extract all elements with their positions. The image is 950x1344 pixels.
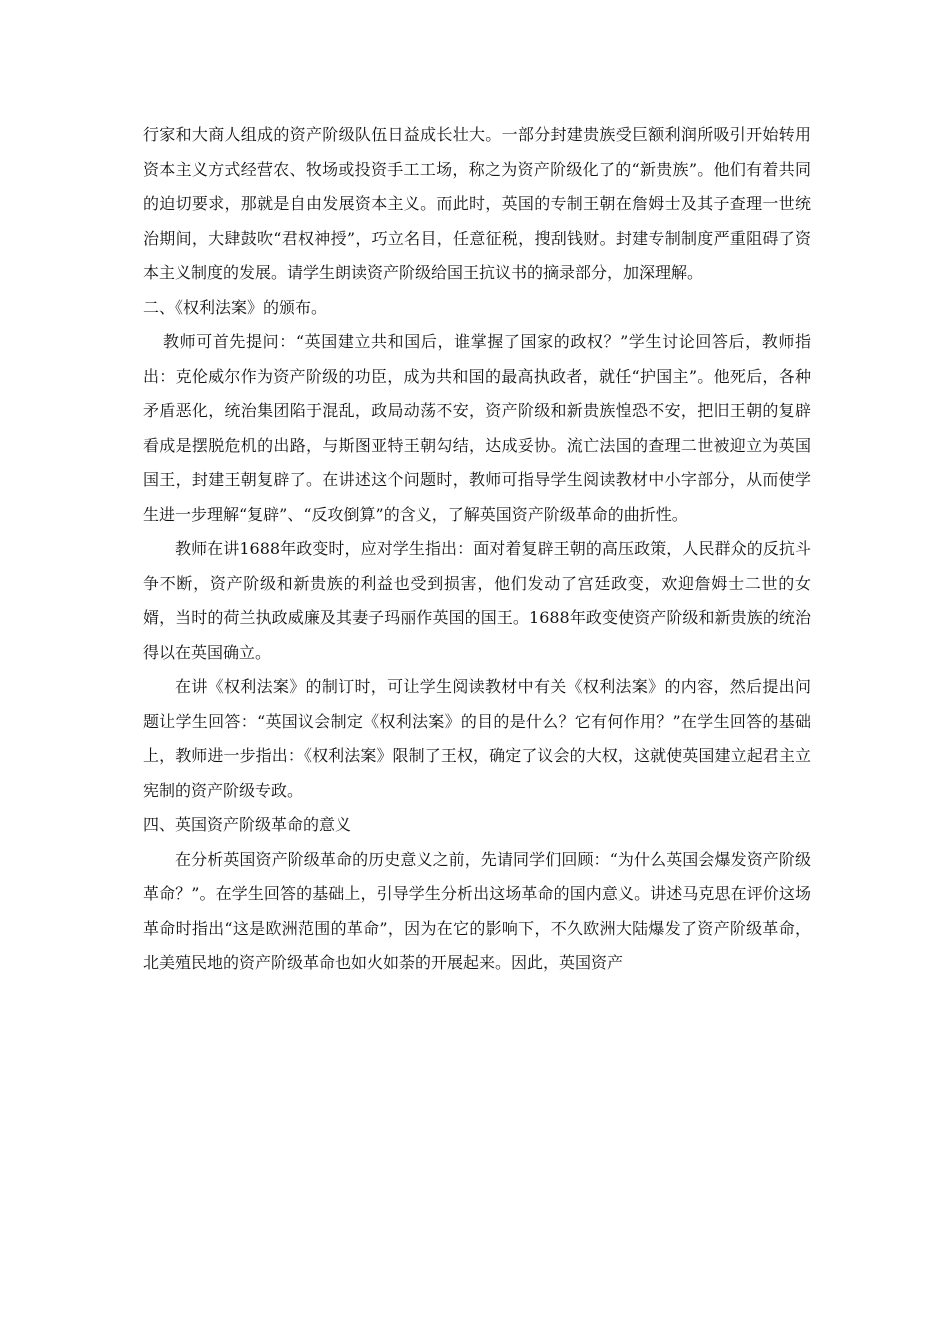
paragraph-3: 教师可首先提问：“英国建立共和国后，谁掌握了国家的政权？”学生讨论回答后，教师指出：克伦威尔作为资产阶级的功臣，成为共和国的最高执政者，就任“护国主”。他死后，各种矛盾恶化，统治集团陷于混乱，政局动荡不安，资产阶级和新贵族惶恐不安，把旧王朝的复辟看成是摆脱危机的出路，与斯图亚特王朝勾结，达成妥协。流亡法国的查理二世被迎立为英国国王，封建王朝复辟了。在讲述这个问题时，教师可指导学生阅读教材中小字部分，从而使学生进一步理解“复辟”、“反攻倒算”的含义，了解英国资产阶级革命的曲折性。 — [143, 332, 811, 524]
paragraph-1: 行家和大商人组成的资产阶级队伍日益成长壮大。一部分封建贵族受巨额利润所吸引开始转用资本主义方式经营农、牧场或投资手工工场，称之为资产阶级化了的“新贵族”。他们有着共同的迫切要求，那就是自由发展资本主义。而此时，英国的专制王朝在詹姆士及其子查理一世统治期间，大肆鼓吹“君权神授”，巧立名目，任意征税，搜刮钱财。封建专制制度严重阻碍了资本主义制度的发展。请学生朗读资产阶级给国王抗议书的摘录部分，加深理解。 — [143, 125, 811, 282]
paragraph-7: 在分析英国资产阶级革命的历史意义之前，先请同学们回顾：“为什么英国会爆发资产阶级革命？”。在学生回答的基础上，引导学生分析出这场革命的国内意义。讲述马克思在评价这场革命时指出“这是欧洲范围的革命”，因为在它的影响下，不久欧洲大陆爆发了资产阶级革命，北美殖民地的资产阶级革命也如火如荼的开展起来。因此，英国资产 — [143, 849, 811, 972]
paragraph-5: 在讲《权利法案》的制订时，可让学生阅读教材中有关《权利法案》的内容，然后提出问题让学生回答：“英国议会制定《权利法案》的目的是什么？它有何作用？”在学生回答的基础上，教师进一步指出：《权利法案》限制了王权，确定了议会的大权，这就使英国建立起君主立宪制的资产阶级专政。 — [143, 677, 811, 800]
paragraph-4: 教师在讲1688年政变时，应对学生指出：面对着复辟王朝的高压政策，人民群众的反抗斗争不断，资产阶级和新贵族的利益也受到损害，他们发动了宫廷政变，欢迎詹姆士二世的女婿，当时的荷兰执政威廉及其妻子玛丽作英国的国王。1688年政变使资产阶级和新贵族的统治得以在英国确立。 — [143, 539, 811, 662]
section-heading-4: 四、英国资产阶级革命的意义 — [143, 815, 352, 834]
section-heading-2: 二、《权利法案》的颁布。 — [143, 297, 328, 317]
document-body — [143, 118, 811, 981]
